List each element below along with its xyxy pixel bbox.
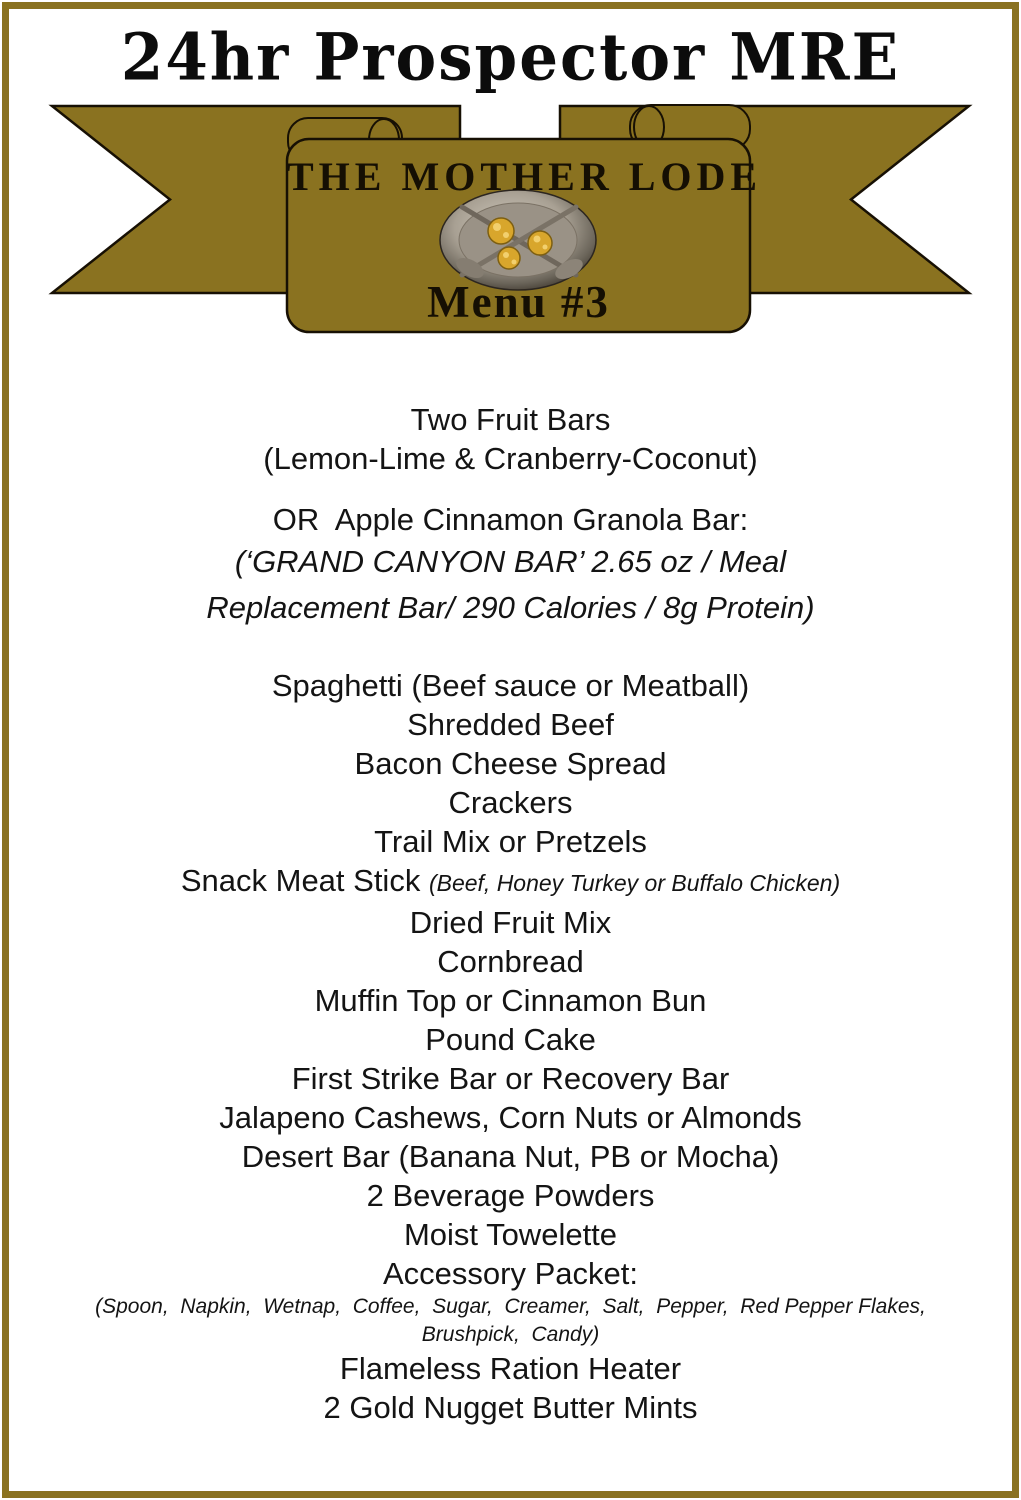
menu-line bbox=[0, 861, 1021, 903]
menu-line: Desert Bar (Banana Nut, PB or Mocha) bbox=[241, 1139, 780, 1174]
menu-line: (Spoon, Napkin, Wetnap, Coffee, Sugar, Creamer, Salt, Pepper, Red Pepper Flakes, bbox=[95, 1295, 926, 1318]
menu-line: Dried Fruit Mix bbox=[409, 905, 612, 940]
menu-line: First Strike Bar or Recovery Bar bbox=[291, 1061, 730, 1096]
menu-line: Accessory Packet: bbox=[383, 1256, 638, 1291]
menu-line-main-text: Snack Meat Stick bbox=[180, 863, 429, 898]
menu-line: Flameless Ration Heater bbox=[339, 1351, 682, 1386]
gold-nuggets-pan-photo bbox=[440, 190, 596, 290]
menu-line: Two Fruit Bars bbox=[410, 402, 611, 437]
menu-number-label: Menu #3 bbox=[427, 277, 610, 327]
menu-spacer bbox=[0, 478, 1021, 500]
menu-line: Spaghetti (Beef sauce or Meatball) bbox=[271, 668, 750, 703]
menu-line: 2 Beverage Powders bbox=[366, 1178, 655, 1213]
menu-line: Crackers bbox=[448, 785, 573, 820]
menu-line: (Lemon-Lime & Cranberry-Coconut) bbox=[263, 441, 758, 476]
menu-line: 2 Gold Nugget Butter Mints bbox=[323, 1390, 698, 1425]
menu-line: Cornbread bbox=[437, 944, 584, 979]
menu-line: Muffin Top or Cinnamon Bun bbox=[314, 983, 707, 1018]
menu-line: OR Apple Cinnamon Granola Bar: bbox=[272, 502, 749, 537]
menu-line: Replacement Bar/ 290 Calories / 8g Protein) bbox=[206, 590, 815, 625]
menu-spacer bbox=[0, 631, 1021, 666]
menu-line: Shredded Beef bbox=[407, 707, 614, 742]
menu-line: Pound Cake bbox=[425, 1022, 596, 1057]
menu-line: Jalapeno Cashews, Corn Nuts or Almonds bbox=[219, 1100, 802, 1135]
menu-line: (‘GRAND CANYON BAR’ 2.65 oz / Meal bbox=[234, 544, 787, 579]
menu-line: Trail Mix or Pretzels bbox=[374, 824, 647, 859]
banner-title: THE MOTHER LODE bbox=[287, 154, 763, 199]
menu-line: Brushpick, Candy) bbox=[421, 1323, 600, 1346]
menu-line-detail-text: (Beef, Honey Turkey or Buffalo Chicken) bbox=[428, 870, 841, 896]
menu-line: Moist Towelette bbox=[403, 1217, 618, 1252]
page-title: 24hr Prospector MRE bbox=[120, 20, 901, 96]
menu-list bbox=[0, 400, 1021, 1427]
menu-line: Bacon Cheese Spread bbox=[354, 746, 667, 781]
